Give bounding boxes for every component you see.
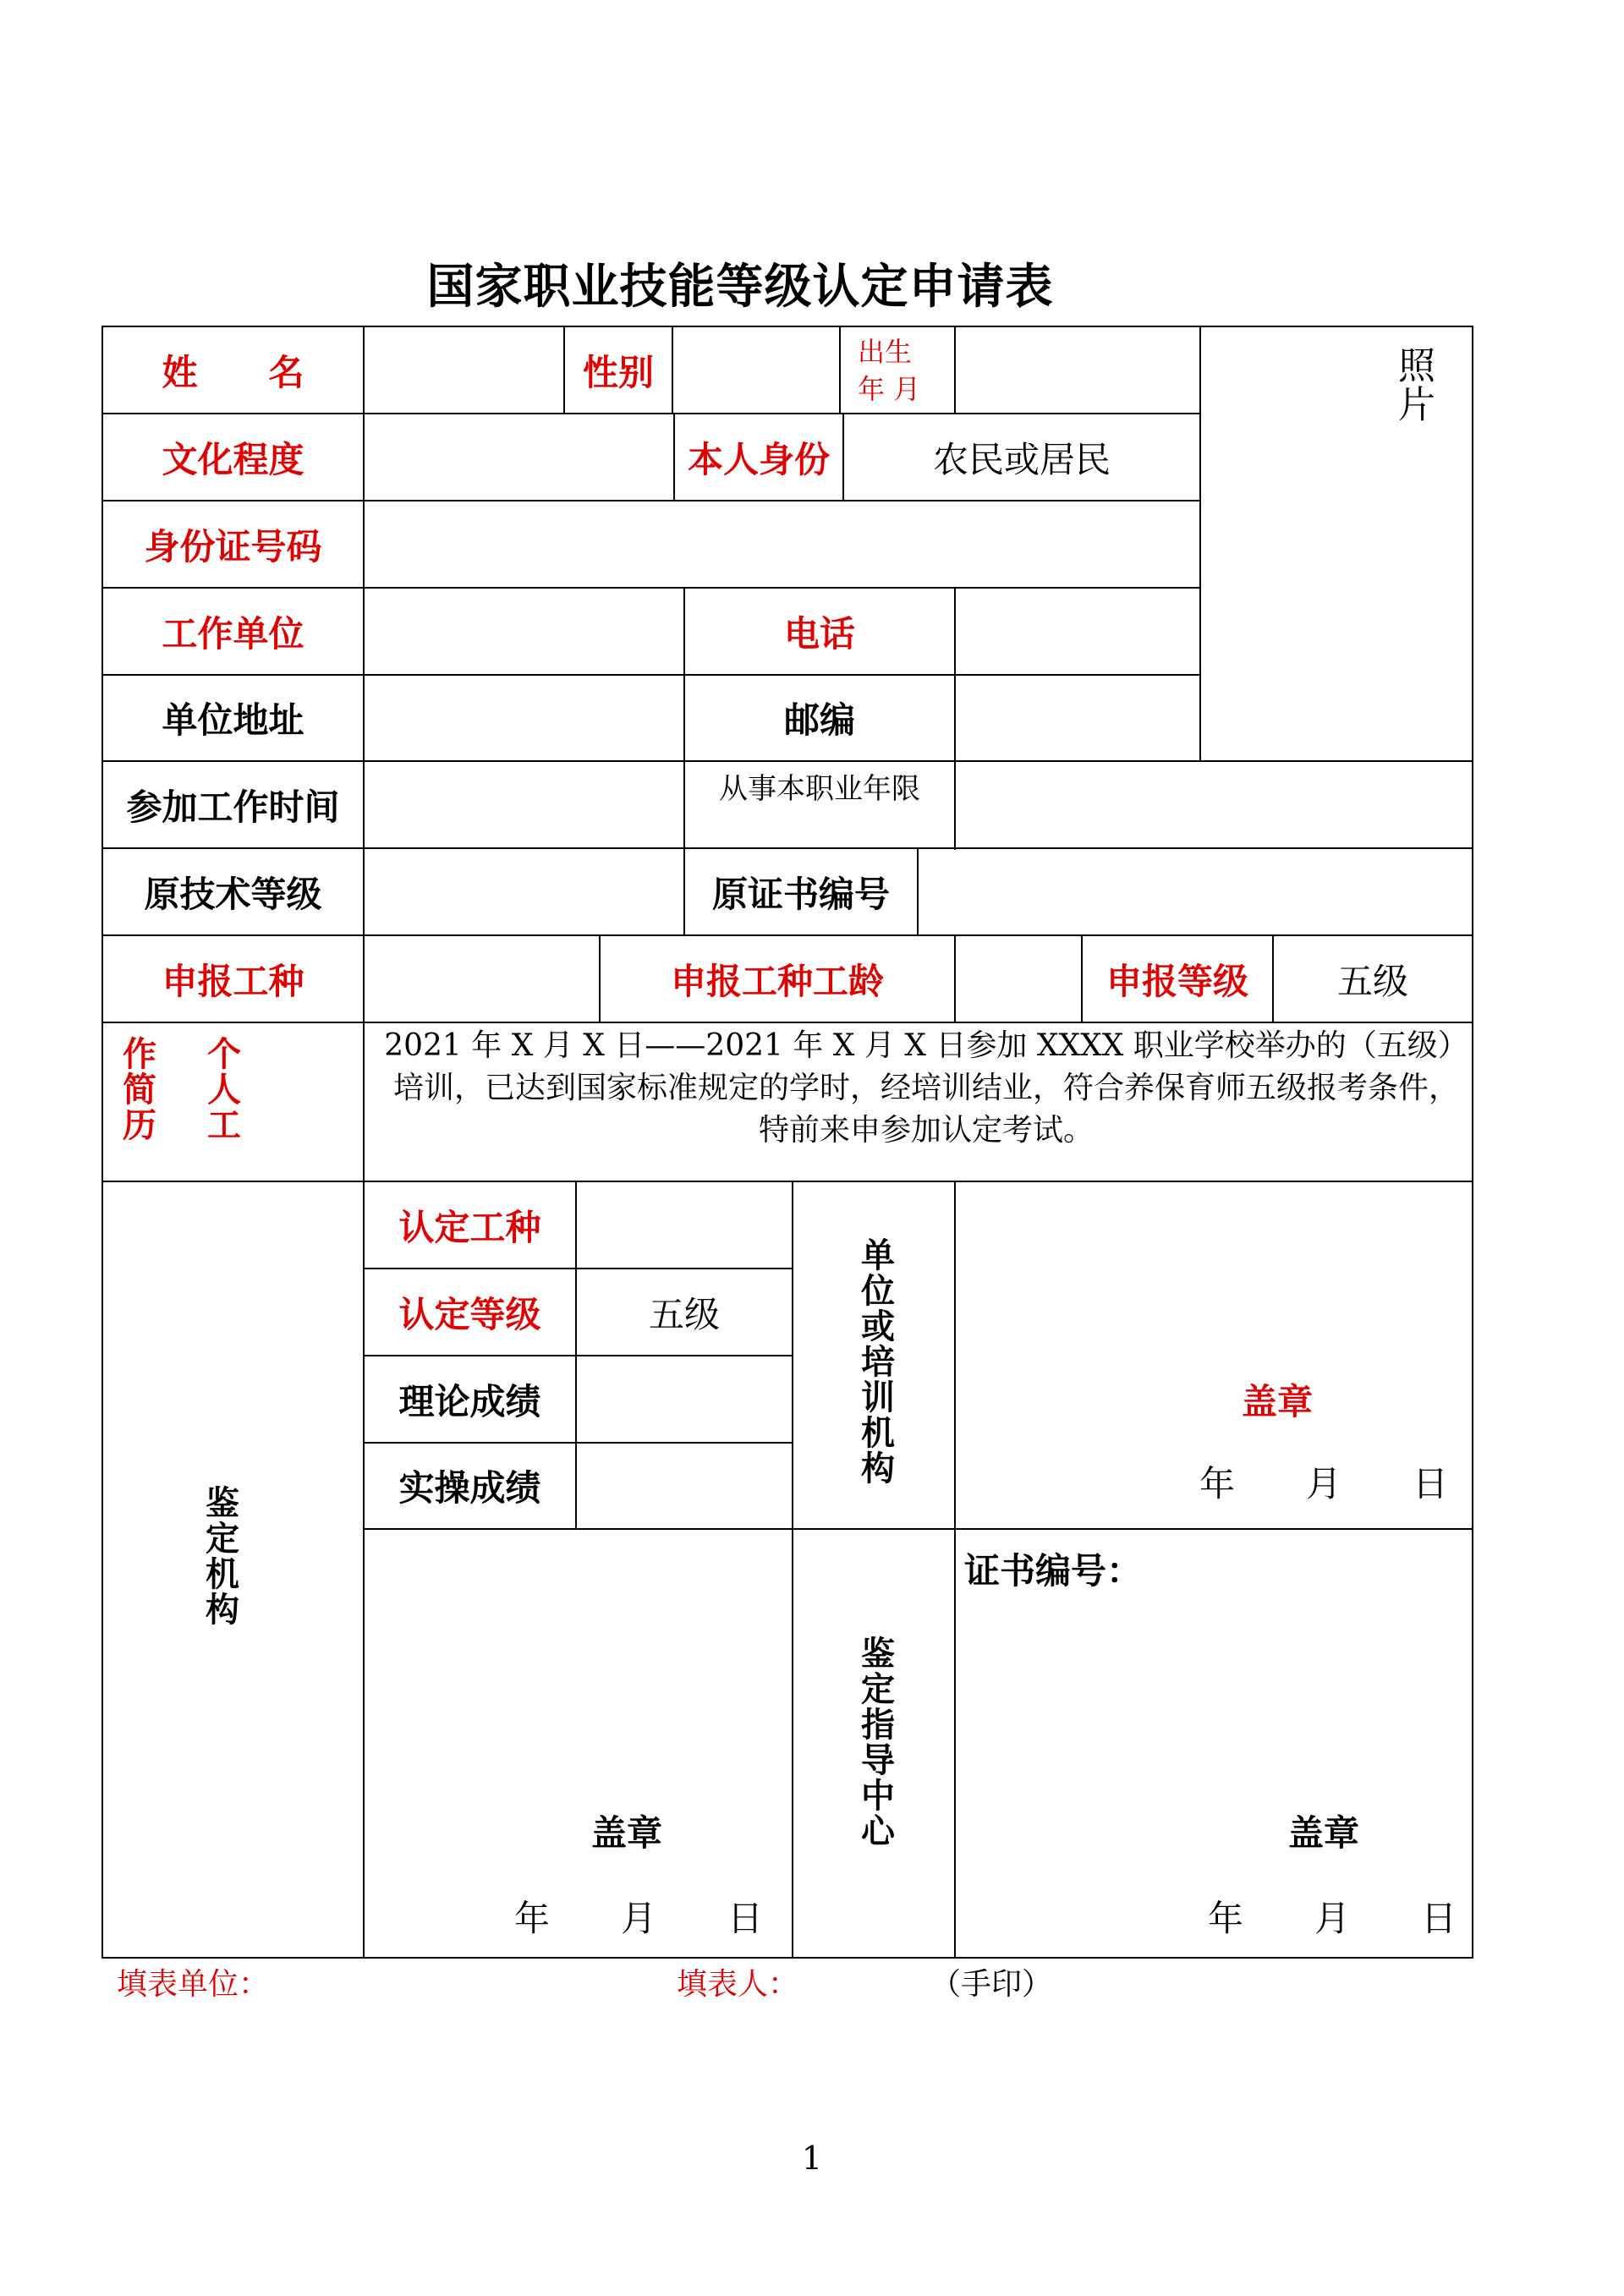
postcode-label: 邮编	[783, 699, 855, 741]
work-unit-label: 工作单位	[162, 612, 304, 655]
gender-label: 性别	[582, 351, 654, 393]
appraisal-org-label: 鉴定机构	[200, 1485, 240, 1627]
apply-level-value[interactable]: 五级	[1336, 960, 1408, 1002]
cert-level-value[interactable]: 五级	[648, 1293, 720, 1335]
name-label: 姓 名	[162, 351, 304, 393]
practice-score-label: 实操成绩	[398, 1467, 541, 1509]
cert-level-label: 认定等级	[398, 1293, 541, 1335]
cert-trade-label: 认定工种	[398, 1206, 541, 1248]
work-start-field[interactable]	[365, 762, 683, 847]
work-start-label: 参加工作时间	[126, 786, 340, 828]
orig-cert-no-field[interactable]	[919, 849, 1472, 934]
unit-seal-label: 盖章	[1241, 1381, 1313, 1422]
birth-field[interactable]	[956, 327, 1199, 413]
postcode-field[interactable]	[956, 676, 1199, 760]
years-in-job-label: 从事本职业年限	[719, 771, 920, 806]
unit-or-training-label: 单位或培训机构	[855, 1237, 896, 1486]
education-label: 文化程度	[162, 438, 304, 480]
apply-trade-field[interactable]	[365, 936, 599, 1022]
identity-value[interactable]: 农民或居民	[932, 438, 1111, 480]
work-unit-field[interactable]	[365, 589, 683, 674]
apply-trade-years-label: 申报工种工龄	[670, 960, 884, 1002]
page-title: 国家职业技能等级认定申请表	[426, 259, 1054, 315]
birth-label	[841, 327, 954, 413]
name-field[interactable]	[365, 327, 563, 413]
photo-area[interactable]	[1201, 327, 1472, 760]
id-number-field[interactable]	[365, 501, 1199, 587]
page-number: 1	[801, 2140, 823, 2177]
gender-field[interactable]	[673, 327, 839, 413]
appraisal-seal-date: 年 月 日	[513, 1898, 763, 1939]
phone-field[interactable]	[956, 589, 1199, 674]
resume-label-col2: 个人工	[201, 1036, 242, 1143]
practice-score-field[interactable]	[577, 1444, 792, 1528]
id-number-label: 身份证号码	[144, 525, 322, 567]
orig-cert-no-label: 原证书编号	[711, 873, 890, 915]
appraisal-seal-label: 盖章	[590, 1812, 662, 1854]
cert-trade-field[interactable]	[577, 1182, 792, 1268]
birth-label-line2: 年 月	[858, 372, 921, 405]
apply-level-label: 申报等级	[1106, 960, 1248, 1002]
apply-trade-label: 申报工种	[162, 960, 304, 1002]
guidance-seal-label: 盖章	[1287, 1812, 1359, 1854]
phone-label: 电话	[783, 612, 855, 655]
guidance-center-label: 鉴定指导中心	[855, 1636, 896, 1849]
unit-seal-date: 年 月 日	[1199, 1463, 1448, 1504]
years-in-job-field[interactable]	[956, 762, 1472, 847]
birth-label-line1: 出生	[858, 335, 913, 368]
resume-label-col1: 作简历	[117, 1036, 157, 1143]
identity-label: 本人身份	[687, 438, 830, 480]
theory-score-field[interactable]	[577, 1356, 792, 1442]
education-field[interactable]	[365, 414, 673, 500]
cert-no-label: 证书编号：	[964, 1550, 1143, 1592]
unit-address-label: 单位地址	[162, 699, 304, 741]
guidance-seal-date: 年 月 日	[1207, 1898, 1457, 1939]
orig-level-field[interactable]	[365, 849, 683, 934]
orig-level-label: 原技术等级	[144, 873, 322, 915]
resume-text[interactable]: 2021 年 X 月 X 日——2021 年 X 月 X 日参加 XXXX 职业学校举办的（五级）培训，已达到国家标准规定的学时，经培训结业，符合养保育师五级报考条件，特前来申参加认定考试。	[384, 1028, 1468, 1148]
apply-trade-years-field[interactable]	[956, 936, 1081, 1022]
filler-label: 填表人：	[677, 1967, 799, 2002]
theory-score-label: 理论成绩	[398, 1380, 541, 1422]
photo-label: 照片	[1391, 346, 1435, 424]
thumbprint-label: （手印）	[930, 1967, 1053, 2002]
unit-address-field[interactable]	[365, 676, 683, 760]
fill-unit-label: 填表单位：	[117, 1967, 270, 2002]
